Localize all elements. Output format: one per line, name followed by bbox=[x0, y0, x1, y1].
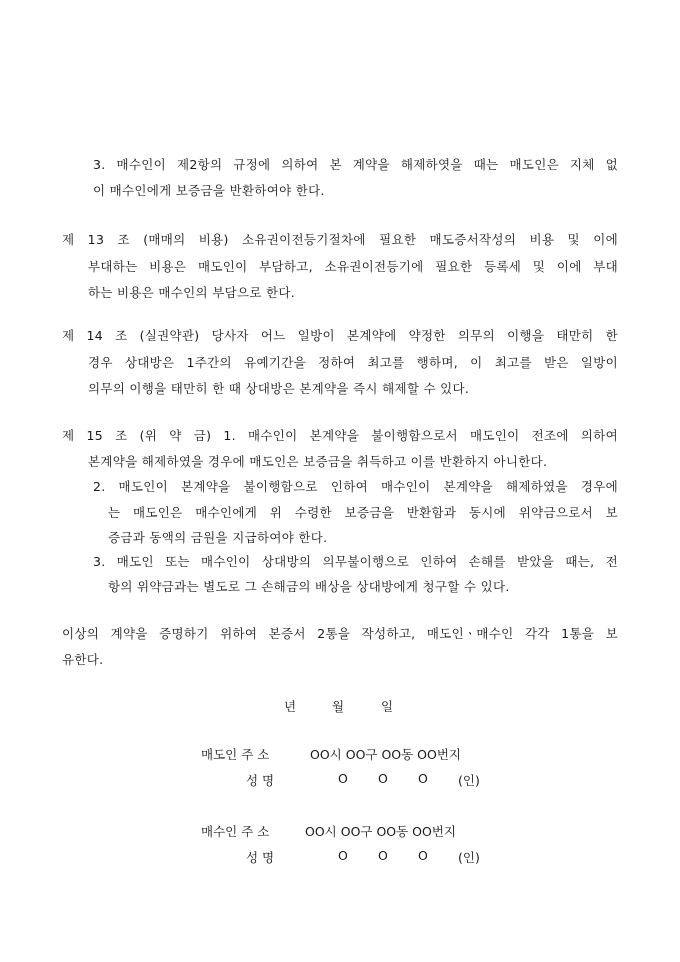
article15-item3-line2: 항의 위약금과는 별도로 그 손해금의 배상을 상대방에게 청구할 수 있다. bbox=[108, 579, 510, 594]
buyer-name-char-1: O bbox=[338, 848, 348, 863]
article14-line2: 경우 상대방은 1주간의 유예기간을 정하여 최고를 행하며, 이 최고를 받은 일방이 bbox=[88, 355, 618, 370]
article15-item3-line1: 3. 매도인 또는 매수인이 상대방의 의무불이행으로 인하여 손해를 받았을 때는, 전 bbox=[93, 554, 618, 569]
date-month: 월 bbox=[332, 699, 345, 714]
seller-address-label: 매도인 주 소 bbox=[201, 747, 270, 762]
buyer-address: OO시 OO구 OO동 OO번지 bbox=[305, 824, 457, 839]
article13-line2: 부대하는 비용은 매도인이 부담하고, 소유권이전등기에 필요한 등록세 및 이에 부대 bbox=[88, 259, 618, 274]
date-year: 년 bbox=[284, 699, 297, 714]
seller-name-char-3: O bbox=[418, 771, 428, 786]
article15-line2: 본계약을 해제하였을 경우에 매도인은 보증금을 취득하고 이를 반환하지 아니한다. bbox=[88, 454, 548, 469]
article12-item3-line1: 3. 매수인이 제2항의 규정에 의하여 본 계약을 해제하엿을 때는 매도인은 지체 없 bbox=[93, 157, 618, 172]
article13-line3: 하는 비용은 매수인의 부담으로 한다. bbox=[88, 285, 295, 300]
article15-line1: 제 15 조 (위 약 금) 1. 매수인이 본계약을 불이행함으로서 매도인이 전조에 의하여 bbox=[62, 428, 618, 443]
closing-line2: 유한다. bbox=[62, 652, 104, 667]
buyer-seal: (인) bbox=[458, 850, 480, 865]
article15-item2-line3: 증금과 동액의 금원을 지급하여야 한다. bbox=[108, 530, 328, 545]
article12-item3-line2: 이 매수인에게 보증금을 반환하여야 한다. bbox=[93, 183, 325, 198]
article15-item2-line2: 는 매도인은 매수인에게 위 수령한 보증금을 반환함과 동시에 위약금으로서 보 bbox=[108, 505, 618, 520]
article15-item2-line1: 2. 매도인이 본계약을 불이행함으로 인하여 매수인이 본계약을 해제하였을 경우에 bbox=[93, 479, 618, 494]
buyer-name-char-3: O bbox=[418, 848, 428, 863]
seller-address: OO시 OO구 OO동 OO번지 bbox=[310, 747, 462, 762]
article14-line3: 의무의 이행을 태만히 한 때 상대방은 본계약을 즉시 해제할 수 있다. bbox=[88, 381, 470, 396]
seller-seal: (인) bbox=[458, 773, 480, 788]
article13-line1: 제 13 조 (매매의 비용) 소유권이전등기절차에 필요한 매도증서작성의 비용 및 이에 bbox=[62, 232, 618, 247]
buyer-name-label: 성 명 bbox=[246, 850, 275, 865]
date-day: 일 bbox=[381, 699, 394, 714]
article14-line1: 제 14 조 (실권약관) 당사자 어느 일방이 본계약에 약정한 의무의 이행을 태만히 한 bbox=[62, 328, 618, 343]
seller-name-label: 성 명 bbox=[246, 773, 275, 788]
buyer-name-char-2: O bbox=[378, 848, 388, 863]
closing-line1: 이상의 계약을 증명하기 위하여 본증서 2통을 작성하고, 매도인ㆍ매수인 각각 1통을 보 bbox=[62, 626, 618, 641]
seller-name-char-2: O bbox=[378, 771, 388, 786]
buyer-address-label: 매수인 주 소 bbox=[201, 824, 270, 839]
seller-name-char-1: O bbox=[338, 771, 348, 786]
